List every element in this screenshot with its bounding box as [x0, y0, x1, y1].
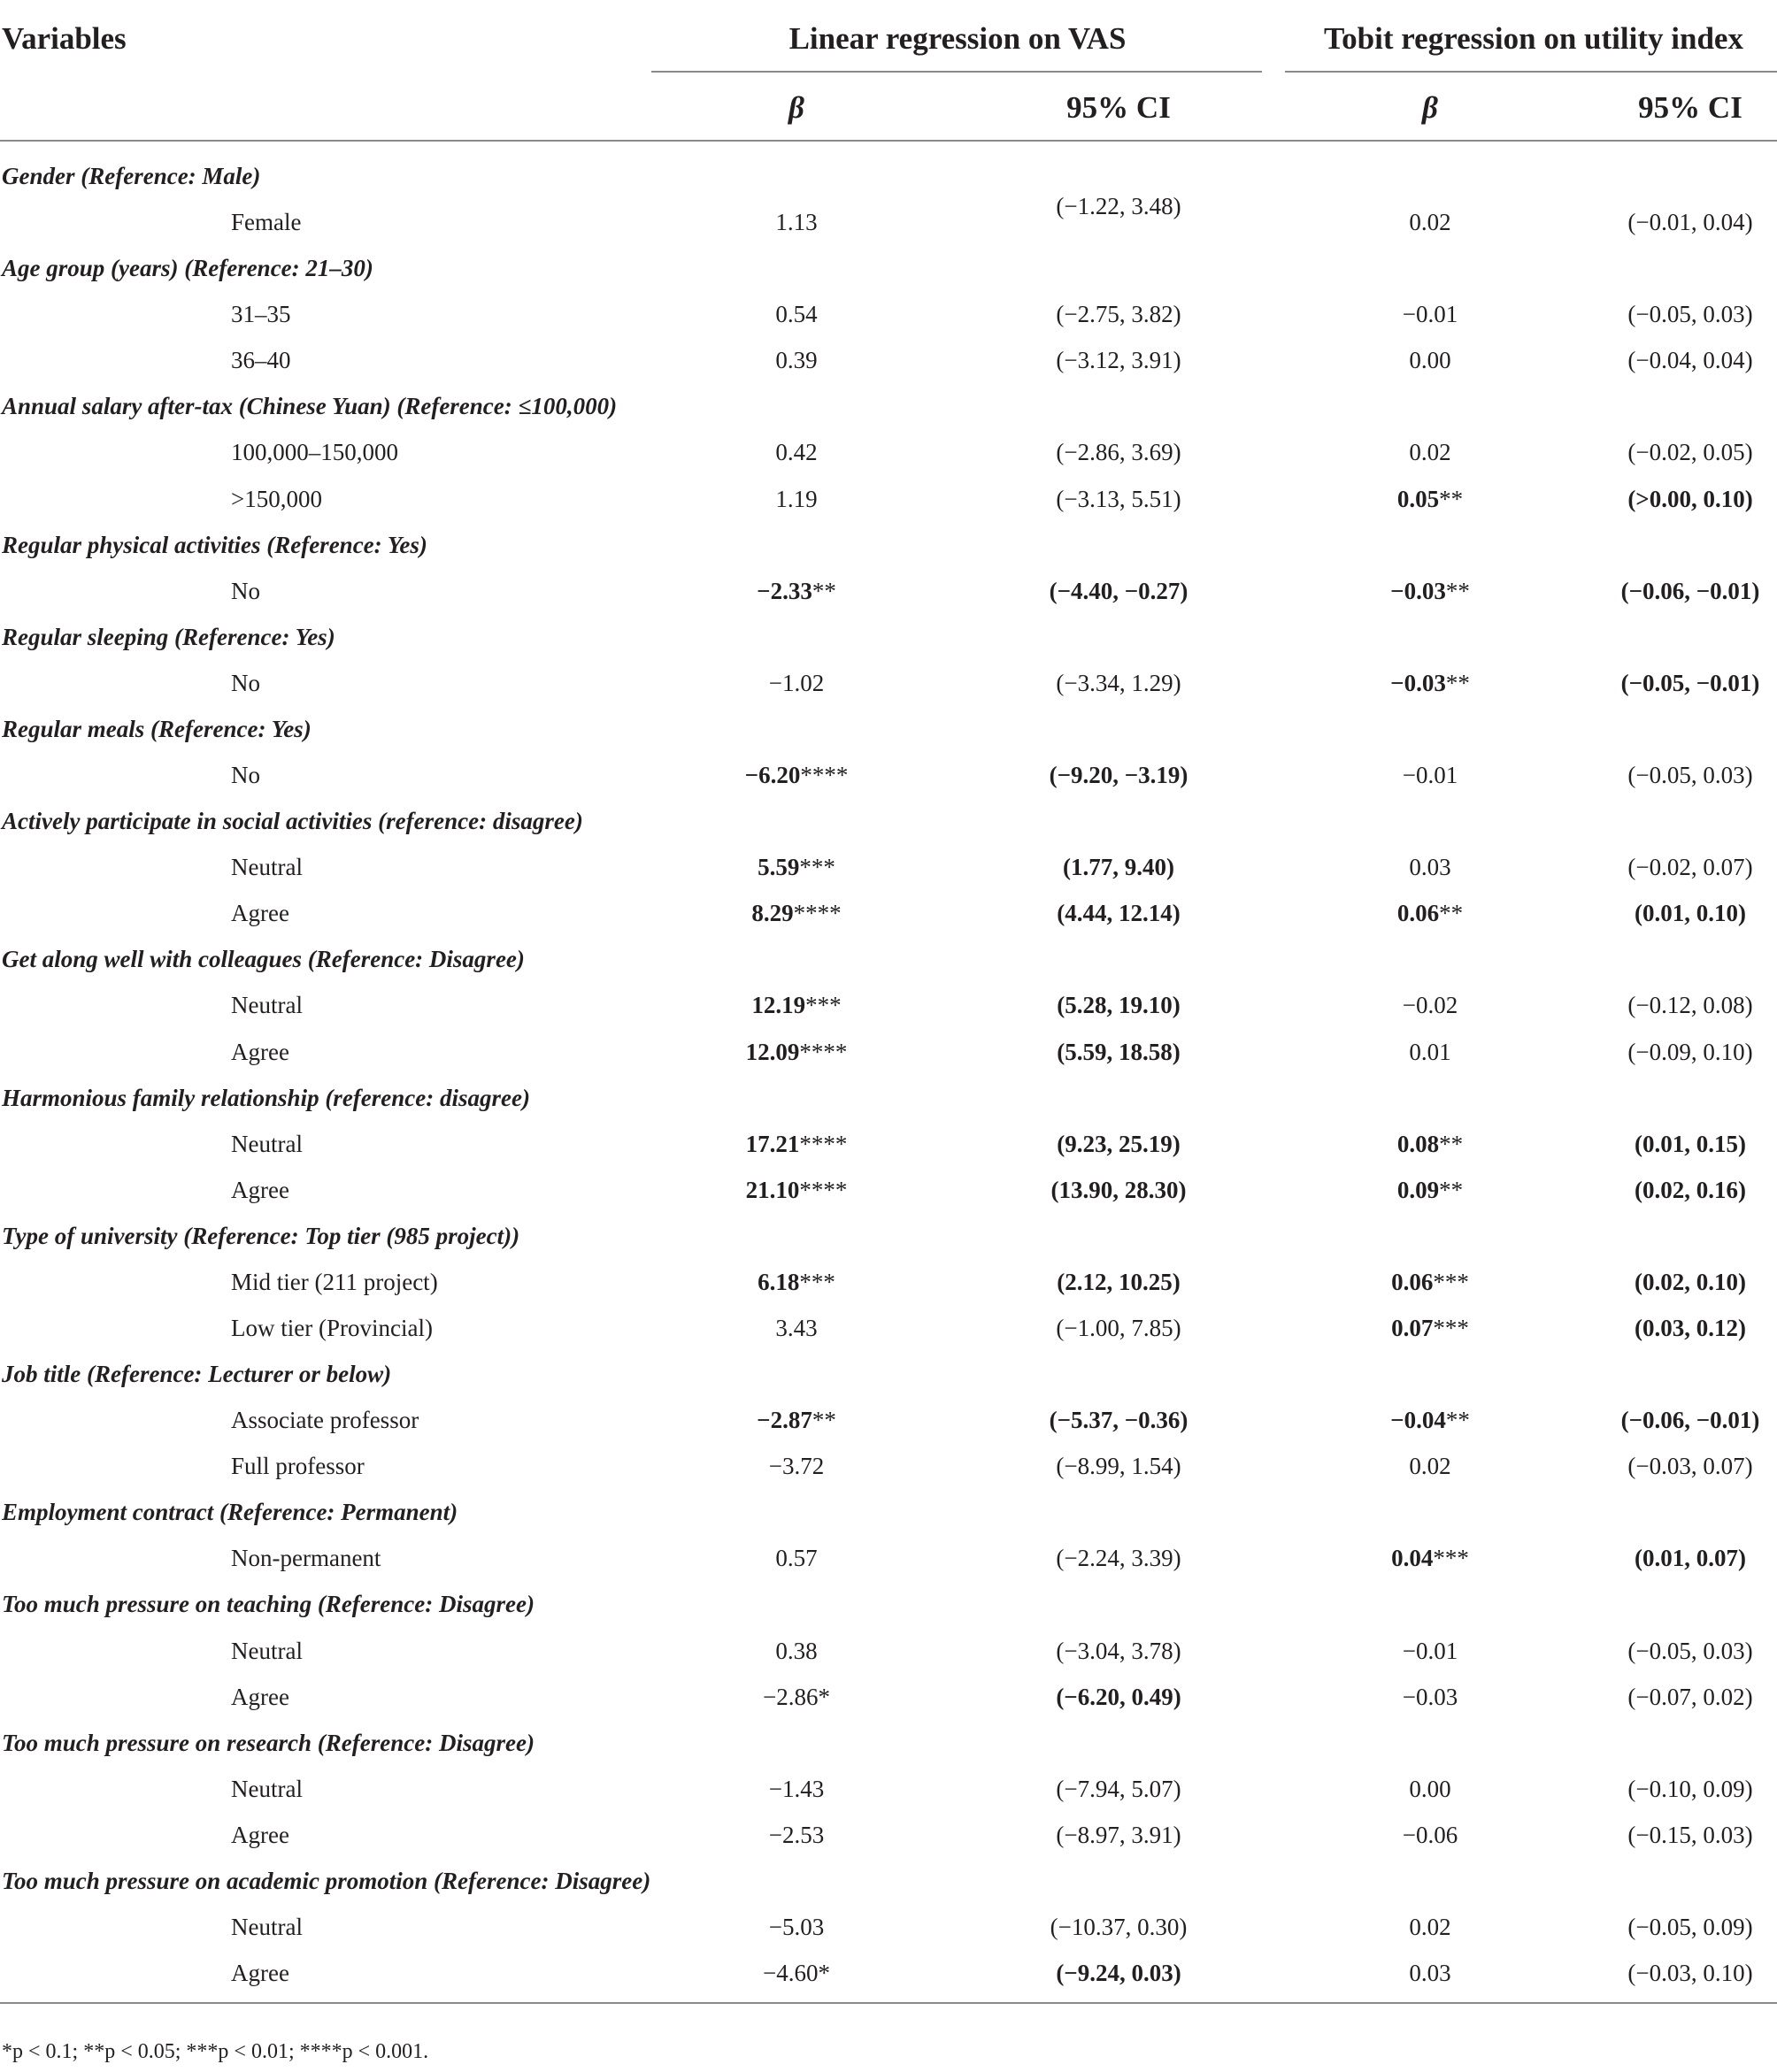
tobit-beta-cell — [1409, 1915, 1450, 1939]
tobit-ci-cell — [1627, 1639, 1752, 1663]
linear-ci-cell — [1056, 349, 1181, 372]
tobit-ci-cell — [1627, 1961, 1752, 1985]
tobit-ci-value: (−0.05, 0.03) — [1627, 1638, 1753, 1664]
tobit-ci-cell — [1621, 671, 1760, 695]
tobit-beta-value: −0.02 — [1402, 992, 1458, 1018]
header-ci-linear: 95% CI — [1066, 90, 1171, 125]
linear-ci-cell — [1056, 1316, 1181, 1340]
tobit-beta-cell — [1391, 1316, 1469, 1340]
linear-beta-cell — [775, 441, 817, 464]
linear-ci-value: (1.77, 9.40) — [1063, 854, 1174, 880]
group-label: Too much pressure on research (Reference: Disagree) — [2, 1730, 535, 1756]
linear-beta-value: −1.02 — [768, 670, 825, 696]
tobit-beta-value: 0.02 — [1409, 1914, 1451, 1940]
footnote: *p < 0.1; **p < 0.05; ***p < 0.01; ****p < 0.001. — [2, 2040, 429, 2063]
tobit-beta-value: 0.02 — [1409, 1453, 1451, 1479]
row-label: Low tier (Provincial) — [231, 1315, 433, 1341]
linear-beta-cell — [775, 211, 817, 234]
tobit-ci-value: (−0.15, 0.03) — [1627, 1822, 1753, 1848]
linear-beta-cell — [775, 1639, 817, 1663]
row-label: Mid tier (211 project) — [231, 1269, 438, 1295]
linear-beta-value: 8.29 — [751, 900, 794, 926]
tobit-beta-cell — [1390, 579, 1470, 603]
tobit-ci-cell — [1635, 1178, 1746, 1202]
tobit-ci-cell — [1627, 1915, 1752, 1939]
significance-stars: *** — [805, 992, 842, 1018]
tobit-ci-cell — [1627, 303, 1752, 326]
linear-ci-value: (−8.99, 1.54) — [1056, 1453, 1181, 1479]
tobit-ci-value: (−0.06, −0.01) — [1620, 578, 1760, 604]
linear-ci-cell — [1063, 856, 1174, 879]
tobit-ci-cell — [1627, 349, 1752, 372]
linear-ci-value: (−6.20, 0.49) — [1056, 1684, 1181, 1710]
linear-beta-cell — [746, 1132, 848, 1156]
header-linear-regression: Linear regression on VAS — [788, 21, 1127, 56]
group-label: Regular physical activities (Reference: Yes) — [2, 532, 427, 558]
linear-ci-cell — [1056, 487, 1181, 511]
linear-beta-value: 0.39 — [775, 347, 818, 373]
linear-beta-cell — [769, 1823, 824, 1847]
tobit-beta-cell — [1409, 1777, 1450, 1801]
linear-ci-value: (9.23, 25.19) — [1057, 1131, 1181, 1157]
linear-ci-cell — [1050, 579, 1189, 603]
linear-ci-value: (−2.86, 3.69) — [1056, 439, 1181, 465]
linear-ci-value: (−7.94, 5.07) — [1056, 1776, 1181, 1802]
linear-beta-cell — [745, 764, 849, 787]
linear-beta-cell — [746, 1040, 848, 1064]
tobit-beta-value: −0.01 — [1402, 301, 1458, 327]
linear-ci-cell — [1050, 1915, 1188, 1939]
tobit-beta-value: 0.00 — [1409, 1776, 1451, 1802]
linear-ci-cell — [1057, 902, 1180, 925]
significance-stars: ** — [812, 578, 836, 604]
tobit-beta-cell — [1397, 1132, 1463, 1156]
significance-stars: *** — [799, 1269, 835, 1295]
tobit-ci-cell — [1627, 1454, 1752, 1478]
tobit-ci-cell — [1635, 1546, 1746, 1570]
tobit-beta-value: 0.01 — [1409, 1039, 1451, 1065]
tobit-ci-value: (−0.06, −0.01) — [1620, 1407, 1760, 1433]
tobit-beta-value: 0.06 — [1391, 1269, 1434, 1295]
tobit-ci-cell — [1621, 1408, 1760, 1432]
linear-ci-cell — [1056, 1777, 1181, 1801]
header-ci-tobit: 95% CI — [1638, 90, 1742, 125]
tobit-ci-value: (−0.04, 0.04) — [1627, 347, 1753, 373]
tobit-beta-value: 0.07 — [1391, 1315, 1434, 1341]
tobit-beta-cell — [1391, 1546, 1469, 1570]
linear-ci-cell — [1056, 1823, 1181, 1847]
linear-beta-value: 3.43 — [775, 1315, 818, 1341]
tobit-beta-value: 0.06 — [1396, 900, 1440, 926]
row-label: Neutral — [231, 1914, 303, 1940]
linear-ci-value: (−9.24, 0.03) — [1056, 1960, 1181, 1986]
header-tobit-regression: Tobit regression on utility index — [1324, 21, 1743, 56]
tobit-beta-value: −0.01 — [1402, 1638, 1458, 1664]
linear-beta-cell — [758, 856, 835, 879]
row-label: 36–40 — [231, 347, 291, 373]
tobit-beta-value: 0.00 — [1409, 347, 1451, 373]
row-label: No — [231, 762, 260, 788]
linear-ci-value: (5.28, 19.10) — [1057, 992, 1181, 1018]
linear-ci-value: (4.44, 12.14) — [1057, 900, 1181, 926]
linear-beta-cell — [763, 1685, 830, 1709]
tobit-ci-value: (−0.01, 0.04) — [1627, 209, 1753, 235]
linear-beta-value: −1.43 — [768, 1776, 825, 1802]
group-label: Get along well with colleagues (Reference: Disagree) — [2, 946, 525, 972]
linear-beta-cell — [775, 1316, 817, 1340]
significance-stars: *** — [799, 854, 835, 880]
significance-stars: ** — [1439, 900, 1464, 926]
linear-beta-cell — [757, 1408, 836, 1432]
tobit-beta-value: −0.04 — [1390, 1407, 1446, 1433]
significance-stars: ** — [1439, 486, 1464, 512]
tobit-beta-cell — [1403, 764, 1458, 787]
linear-beta-cell — [769, 1454, 824, 1478]
linear-beta-value: −5.03 — [768, 1914, 825, 1940]
linear-beta-value: 12.09 — [745, 1039, 800, 1065]
linear-ci-value: (−10.37, 0.30) — [1050, 1914, 1188, 1940]
tobit-ci-cell — [1627, 211, 1752, 234]
tobit-ci-value: (−0.03, 0.07) — [1627, 1453, 1753, 1479]
linear-ci-cell — [1056, 1639, 1181, 1663]
tobit-ci-value: (−0.12, 0.08) — [1627, 992, 1753, 1018]
tobit-ci-value: (0.01, 0.07) — [1635, 1545, 1746, 1571]
linear-beta-value: −2.87 — [757, 1407, 812, 1433]
linear-ci-cell — [1056, 303, 1181, 326]
tobit-ci-cell — [1627, 1685, 1752, 1709]
row-label: Non-permanent — [231, 1545, 381, 1571]
linear-beta-value: 0.42 — [775, 439, 818, 465]
linear-ci-cell — [1057, 1132, 1180, 1156]
linear-ci-cell — [1056, 1961, 1181, 1985]
row-label: Female — [231, 209, 302, 235]
linear-ci-value: (5.59, 18.58) — [1057, 1039, 1181, 1065]
significance-stars: ** — [1445, 1407, 1470, 1433]
tobit-beta-cell — [1390, 671, 1470, 695]
tobit-beta-value: −0.03 — [1402, 1684, 1458, 1710]
row-label: Neutral — [231, 992, 303, 1018]
tobit-beta-cell — [1403, 994, 1458, 1017]
tobit-ci-cell — [1627, 487, 1752, 511]
header-rule-tobit — [1285, 71, 1777, 73]
linear-beta-cell — [775, 303, 817, 326]
linear-beta-value: 6.18 — [758, 1269, 800, 1295]
tobit-beta-cell — [1397, 1178, 1463, 1202]
linear-beta-value: −2.33 — [757, 578, 812, 604]
linear-ci-value: (−9.20, −3.19) — [1049, 762, 1189, 788]
tobit-ci-cell — [1635, 1316, 1746, 1340]
tobit-ci-value: (−0.02, 0.07) — [1627, 854, 1753, 880]
linear-ci-cell — [1056, 195, 1181, 219]
tobit-beta-cell — [1390, 1408, 1470, 1432]
tobit-ci-value: (>0.00, 0.10) — [1627, 486, 1753, 512]
significance-stars: ** — [1439, 1177, 1464, 1203]
linear-ci-cell — [1057, 994, 1180, 1017]
tobit-ci-value: (−0.07, 0.02) — [1627, 1684, 1753, 1710]
significance-stars: *** — [1433, 1545, 1469, 1571]
header-beta-tobit: β — [1422, 90, 1438, 125]
header-variables: Variables — [2, 21, 127, 56]
tobit-beta-value: −0.03 — [1390, 670, 1446, 696]
linear-beta-value: −2.53 — [768, 1822, 825, 1848]
significance-stars: **** — [800, 762, 849, 788]
tobit-beta-cell — [1403, 1639, 1458, 1663]
tobit-beta-cell — [1409, 1961, 1450, 1985]
tobit-ci-cell — [1627, 1040, 1752, 1064]
tobit-beta-value: 0.03 — [1409, 854, 1451, 880]
linear-beta-value: 5.59 — [758, 854, 800, 880]
tobit-ci-value: (−0.09, 0.10) — [1627, 1039, 1753, 1065]
tobit-ci-value: (−0.05, 0.03) — [1627, 762, 1753, 788]
group-label: Gender (Reference: Male) — [2, 163, 261, 189]
row-label: Neutral — [231, 1638, 303, 1664]
linear-beta-value: 1.13 — [775, 209, 818, 235]
tobit-beta-value: −0.01 — [1402, 762, 1458, 788]
row-label: Full professor — [231, 1453, 365, 1479]
row-label: Neutral — [231, 854, 303, 880]
linear-ci-value: (−1.22, 3.48) — [1056, 193, 1181, 219]
linear-beta-cell — [775, 487, 817, 511]
tobit-beta-cell — [1397, 902, 1463, 925]
linear-beta-cell — [769, 1777, 824, 1801]
row-label: >150,000 — [231, 486, 322, 512]
linear-ci-value: (−8.97, 3.91) — [1056, 1822, 1181, 1848]
significance-stars: ** — [1439, 1131, 1464, 1157]
tobit-beta-cell — [1403, 1685, 1458, 1709]
tobit-beta-value: −0.06 — [1402, 1822, 1458, 1848]
linear-beta-cell — [757, 579, 836, 603]
linear-ci-cell — [1056, 1685, 1181, 1709]
linear-beta-value: 12.19 — [751, 992, 806, 1018]
tobit-beta-cell — [1409, 1454, 1450, 1478]
header-rule-linear — [651, 71, 1262, 73]
group-label: Regular sleeping (Reference: Yes) — [2, 624, 335, 650]
linear-beta-value: 0.54 — [775, 301, 818, 327]
significance-stars: *** — [1433, 1315, 1469, 1341]
tobit-ci-value: (0.01, 0.15) — [1635, 1131, 1746, 1157]
linear-beta-cell — [769, 671, 824, 695]
tobit-ci-cell — [1635, 1132, 1746, 1156]
linear-ci-value: (−3.13, 5.51) — [1056, 486, 1181, 512]
linear-ci-value: (2.12, 10.25) — [1057, 1269, 1181, 1295]
tobit-ci-cell — [1627, 1777, 1752, 1801]
tobit-beta-cell — [1403, 1823, 1458, 1847]
tobit-ci-value: (−0.05, −0.01) — [1620, 670, 1760, 696]
tobit-ci-value: (0.01, 0.10) — [1635, 900, 1746, 926]
row-label: Agree — [231, 1960, 289, 1986]
row-label: Agree — [231, 1177, 289, 1203]
tobit-beta-value: 0.02 — [1409, 439, 1451, 465]
linear-ci-value: (−3.04, 3.78) — [1056, 1638, 1181, 1664]
linear-ci-cell — [1056, 671, 1181, 695]
linear-beta-cell — [746, 1178, 848, 1202]
group-label: Type of university (Reference: Top tier (985 project)) — [2, 1223, 520, 1249]
group-label: Annual salary after-tax (Chinese Yuan) (Reference: ≤100,000) — [2, 393, 618, 419]
tobit-beta-value: 0.04 — [1391, 1545, 1434, 1571]
linear-ci-value: (−2.24, 3.39) — [1056, 1545, 1181, 1571]
tobit-ci-value: (0.02, 0.10) — [1635, 1269, 1746, 1295]
tobit-ci-cell — [1627, 441, 1752, 464]
linear-beta-value: 0.38 — [775, 1638, 818, 1664]
linear-beta-cell — [775, 1546, 817, 1570]
linear-beta-value: −6.20 — [744, 762, 801, 788]
group-label: Actively participate in social activities (reference: disagree) — [2, 808, 583, 834]
linear-ci-value: (−2.75, 3.82) — [1056, 301, 1181, 327]
linear-beta-value: 0.57 — [775, 1545, 818, 1571]
tobit-ci-value: (0.02, 0.16) — [1635, 1177, 1746, 1203]
linear-ci-value: (13.90, 28.30) — [1050, 1177, 1187, 1203]
linear-beta-value: 1.19 — [775, 486, 818, 512]
tobit-beta-value: 0.05 — [1396, 486, 1440, 512]
group-label: Regular meals (Reference: Yes) — [2, 716, 312, 742]
linear-beta-value: −4.60* — [763, 1960, 830, 1986]
tobit-ci-value: (−0.10, 0.09) — [1627, 1776, 1753, 1802]
tobit-beta-cell — [1409, 1040, 1450, 1064]
tobit-beta-value: −0.03 — [1390, 578, 1446, 604]
linear-ci-cell — [1056, 1546, 1181, 1570]
row-label: Associate professor — [231, 1407, 419, 1433]
tobit-ci-cell — [1627, 764, 1752, 787]
tobit-beta-cell — [1409, 211, 1450, 234]
row-label: Agree — [231, 1684, 289, 1710]
linear-ci-value: (−5.37, −0.36) — [1049, 1407, 1189, 1433]
row-label: Neutral — [231, 1131, 303, 1157]
header-beta-linear: β — [788, 90, 804, 125]
significance-stars: ** — [812, 1407, 836, 1433]
tobit-beta-value: 0.09 — [1396, 1177, 1440, 1203]
significance-stars: **** — [793, 900, 842, 926]
linear-ci-cell — [1050, 1408, 1189, 1432]
linear-ci-cell — [1056, 441, 1181, 464]
tobit-ci-value: (0.03, 0.12) — [1635, 1315, 1746, 1341]
linear-beta-cell — [751, 994, 841, 1017]
tobit-ci-cell — [1627, 1823, 1752, 1847]
row-label: 100,000–150,000 — [231, 439, 398, 465]
group-label: Employment contract (Reference: Permanent) — [2, 1499, 458, 1525]
row-label: Agree — [231, 900, 289, 926]
significance-stars: *** — [1433, 1269, 1469, 1295]
row-label: No — [231, 670, 260, 696]
linear-beta-value: −2.86* — [763, 1684, 830, 1710]
linear-ci-cell — [1056, 1454, 1181, 1478]
row-label: Agree — [231, 1039, 289, 1065]
tobit-ci-cell — [1627, 994, 1752, 1017]
linear-ci-cell — [1057, 1040, 1180, 1064]
tobit-ci-value: (−0.05, 0.09) — [1627, 1914, 1753, 1940]
linear-beta-value: 21.10 — [745, 1177, 800, 1203]
linear-beta-cell — [758, 1270, 835, 1294]
tobit-beta-value: 0.02 — [1409, 209, 1451, 235]
linear-beta-cell — [751, 902, 841, 925]
significance-stars: ** — [1445, 670, 1470, 696]
tobit-beta-value: 0.03 — [1409, 1960, 1451, 1986]
linear-beta-cell — [775, 349, 817, 372]
linear-beta-value: 17.21 — [745, 1131, 800, 1157]
significance-stars: **** — [799, 1131, 848, 1157]
row-label: Neutral — [231, 1776, 303, 1802]
linear-ci-value: (−3.34, 1.29) — [1056, 670, 1181, 696]
row-label: 31–35 — [231, 301, 291, 327]
group-label: Too much pressure on academic promotion (Reference: Disagree) — [2, 1868, 651, 1894]
tobit-ci-value: (−0.03, 0.10) — [1627, 1960, 1753, 1986]
tobit-ci-value: (−0.05, 0.03) — [1627, 301, 1753, 327]
group-label: Too much pressure on teaching (Reference: Disagree) — [2, 1591, 535, 1617]
tobit-beta-cell — [1409, 349, 1450, 372]
tobit-ci-value: (−0.02, 0.05) — [1627, 439, 1753, 465]
linear-ci-cell — [1050, 764, 1189, 787]
row-label: Agree — [231, 1822, 289, 1848]
linear-ci-value: (−4.40, −0.27) — [1049, 578, 1189, 604]
significance-stars: **** — [799, 1177, 848, 1203]
linear-ci-cell — [1051, 1178, 1187, 1202]
tobit-beta-cell — [1409, 856, 1450, 879]
group-label: Age group (years) (Reference: 21–30) — [2, 255, 373, 281]
tobit-ci-cell — [1635, 902, 1746, 925]
group-label: Job title (Reference: Lecturer or below) — [2, 1361, 392, 1387]
tobit-ci-cell — [1627, 856, 1752, 879]
linear-ci-value: (−3.12, 3.91) — [1056, 347, 1181, 373]
tobit-beta-cell — [1409, 441, 1450, 464]
header-bottom-rule — [0, 140, 1777, 142]
tobit-ci-cell — [1621, 579, 1760, 603]
group-label: Harmonious family relationship (reference: disagree) — [2, 1085, 530, 1111]
tobit-beta-value: 0.08 — [1396, 1131, 1440, 1157]
table-bottom-rule — [0, 2002, 1777, 2004]
linear-beta-cell — [763, 1961, 830, 1985]
tobit-beta-cell — [1397, 487, 1463, 511]
tobit-beta-cell — [1403, 303, 1458, 326]
linear-beta-cell — [769, 1915, 824, 1939]
linear-ci-value: (−1.00, 7.85) — [1056, 1315, 1181, 1341]
tobit-ci-cell — [1635, 1270, 1746, 1294]
row-label: No — [231, 578, 260, 604]
linear-ci-cell — [1057, 1270, 1180, 1294]
significance-stars: ** — [1445, 578, 1470, 604]
tobit-beta-cell — [1391, 1270, 1469, 1294]
linear-beta-value: −3.72 — [768, 1453, 825, 1479]
significance-stars: **** — [799, 1039, 848, 1065]
